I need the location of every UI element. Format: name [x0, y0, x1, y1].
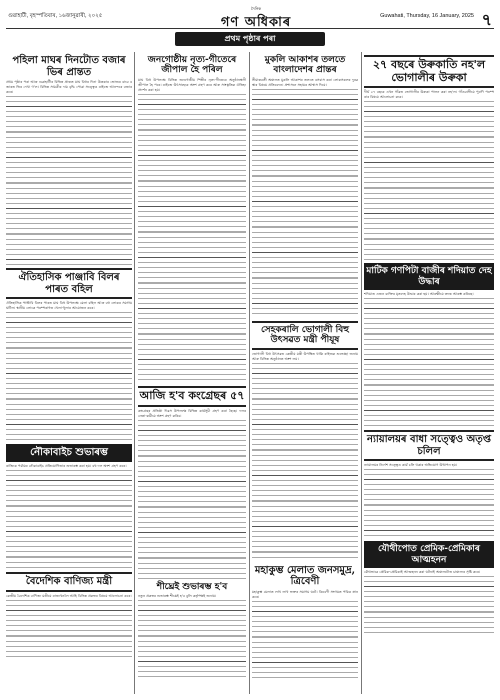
article-text-lines [364, 468, 494, 538]
article-text: সীমান্তবৰ্তী অঞ্চলত মুকলি আকাশৰ তলতে বসবাস কৰা লোকসকলৰ দুৰৱস্থাৰ বিষয়ে প্ৰতিবেদন। প্ৰশাসনে সহায়ৰ আশ্বাস দিয়ে। [252, 77, 358, 87]
article-text-lines [364, 100, 494, 260]
headline: ন্যায়ালয়ৰ বাধা সত্ত্বেও অতৃপ্ত চলিল [364, 430, 494, 461]
headline: পহিলা মাঘৰ দিনটোত বজাৰ ভিৰ প্ৰান্তত [12, 55, 126, 78]
headline: মুকলি আকাশৰ তলতে বাংলাদেশৰ প্ৰান্তৰ [264, 55, 346, 76]
article-text-lines [6, 311, 132, 441]
article-text-lines [138, 599, 246, 679]
article-text-lines [252, 88, 358, 318]
masthead-small: দৈনিক [250, 6, 262, 11]
header-date-english: Guwahati, Thursday, 16 January, 2025 [380, 13, 474, 19]
headline: মাটিক গণপিটা বাজীৰ শদিয়াত দেহ উদ্ধাৰ [364, 263, 494, 290]
article-text: যৌথভাৱে প্ৰেমিক-প্ৰেমিকাই আত্মহনন কৰা ঘটনাই অঞ্চলটোত চাঞ্চল্যৰ সৃষ্টি কৰে। [364, 570, 481, 575]
column-divider [134, 52, 135, 694]
article-text-lines [364, 575, 494, 635]
masthead-title: গণ অধিকাৰ [220, 15, 292, 30]
masthead [206, 6, 306, 34]
article-text: মহাকুম্ভ মেলাত লাখ লাখ ভক্তৰ সমাগম ঘটে। ত্ৰিবেণী সংগমত পবিত্ৰ স্নান কৰে। [252, 589, 358, 599]
headline: মহাকুম্ভ মেলাত জনসমুদ্ৰ, ত্ৰিবেণী [254, 564, 356, 588]
headline: জনগোষ্ঠীয় নৃত্য-গীতেৰে জীপাল হৈ পৰিল [147, 55, 237, 76]
headline: বৈদেশিক বাণিজ্য মন্ত্ৰী [6, 572, 132, 592]
article-text: ঐতিহাসিক পাঞ্জাবি বিলৰ পাৰত মাঘ বিহু উপলক্ষে মেলা বহিল আৰু বহু লোকৰ সমাগম ঘটিল। স্থানীয় লোকে পৰম্পৰাগত খেলা-ধূলাৰ আয়োজন কৰে। [6, 301, 132, 311]
article-text: প্ৰথম পৃষ্ঠাৰ পৰা আৰু গুৱাহাটীৰ বিভিন্ন প্ৰান্তত মাঘ বিহুৰ দিনা উৰুকাৰ ভোজৰ বাবে বজাৰত ভিৰ দেখা গ'ল। বিভিন্ন সামগ্ৰীৰ দাম বৃদ্ধি পোৱা সত্ত্বেও ৰাইজে আনন্দৰে বজাৰ কৰে। [6, 80, 132, 95]
article-text: শদিয়াত এজন ব্যক্তিৰ মৃতদেহ উদ্ধাৰ কৰা হয়। আৰক্ষীয়ে তদন্ত আৰম্ভ কৰিছে। [364, 292, 474, 297]
headline: সেহকৰালি ভোগালী বিহু উৎসৱত মন্ত্ৰী পীযূষ [252, 321, 358, 350]
article-text-lines [6, 95, 132, 265]
column-3 [252, 52, 358, 694]
article-text-lines [252, 362, 358, 562]
column-divider [361, 52, 362, 694]
column-4 [364, 52, 494, 694]
headline: ঐতিহাসিক পাঞ্জাবি বিলৰ পাৰত বহিল [6, 268, 132, 299]
column-divider [249, 52, 250, 694]
article-text: কেন্দ্ৰীয় বৈদেশিক বাণিজ্য মন্ত্ৰীয়ে ৰাজ্যখনলৈ আহি বিভিন্ন প্ৰকল্পৰ বিষয়ে আলোচনা কৰে। [6, 593, 132, 598]
headline: শীঘ্ৰেই শুভাৰম্ভ হ'ব [156, 581, 228, 592]
column-2 [138, 52, 246, 694]
article-text: নতুন প্ৰকল্পৰ শুভাৰম্ভ শীঘ্ৰেই হ'ব বুলি কৰ্তৃপক্ষই জনায়। [138, 594, 217, 599]
headline: নৌকাবাইচ শুভাৰম্ভ [6, 444, 132, 462]
page-number: ৭ [481, 10, 492, 29]
headline: আজি হ'ব কংগ্ৰেছৰ ৫৭ [138, 386, 246, 407]
article-text-lines [252, 600, 358, 680]
page-header [6, 4, 494, 29]
article-text: ন্যায়ালয়ৰ নিৰ্দেশ সত্ত্বেও কাৰ্য চলি থকাৰ অভিযোগ উত্থাপন হয়। [364, 463, 458, 468]
header-date-assamese: গুৱাহাটী, বৃহস্পতিবাৰ, ১৬জানুৱাৰী, ২০২৫ [8, 13, 103, 19]
article-text: মাঘ বিহু উপলক্ষে বিভিন্ন জনগোষ্ঠীয় শিল্পীৰ নৃত্য-গীতেৰে অনুষ্ঠানস্থলী জীপাল হৈ পৰে। ৰাইজে উৎসাহেৰে অংশ গ্ৰহণ কৰে আৰু সাংস্কৃতিক ঐতিহ্য প্ৰদৰ্শন কৰা হয়। [138, 77, 246, 92]
article-text-lines [6, 599, 132, 659]
headline: যৌথীপোত প্ৰেমিক-প্ৰেমিকাৰ আত্মহনন [364, 541, 494, 568]
headline: ২৭ বছৰে উৰুকাতি নহ'ল ভোগালীৰ উৰুকা [364, 55, 494, 88]
article-text: কংগ্ৰেছৰ প্ৰতিষ্ঠা দিৱস উপলক্ষে বিভিন্ন কাৰ্যসূচী গ্ৰহণ কৰা হৈছে। দলৰ নেতা-কৰ্মীয়ে অংশ গ্ৰহণ কৰিব। [138, 408, 246, 418]
article-text-lines [138, 419, 246, 579]
article-text: ৰাজ্যিক পৰ্যায়ৰ নৌকাবাইচ প্ৰতিযোগিতাৰ শুভাৰম্ভ কৰা হয়। বহু দল অংশ গ্ৰহণ কৰে। [6, 463, 127, 468]
column-1 [6, 52, 132, 694]
article-text-lines [364, 297, 494, 427]
section-banner: প্ৰথম পৃষ্ঠাৰ পৰা [175, 32, 325, 46]
article-text: ভোগালী বিহু উৎসৱত কেন্দ্ৰীয় মন্ত্ৰী উপস্থিত থাকি ৰাইজক শুভেচ্ছা জনায় আৰু বিভিন্ন অনুষ্ঠানত অংশ লয়। [252, 351, 358, 361]
article-text-lines [138, 93, 246, 383]
article-text-lines [6, 469, 132, 569]
article-text: দীৰ্ঘ ২৭ বছৰে এখন গাঁৱত ভোগালীৰ উৰুকা পালন কৰা নহ'ল। গাঁওবাসীয়ে পুৰণি পৰম্পৰাৰ বিষয়ে আলোচনা কৰে। [364, 90, 494, 100]
